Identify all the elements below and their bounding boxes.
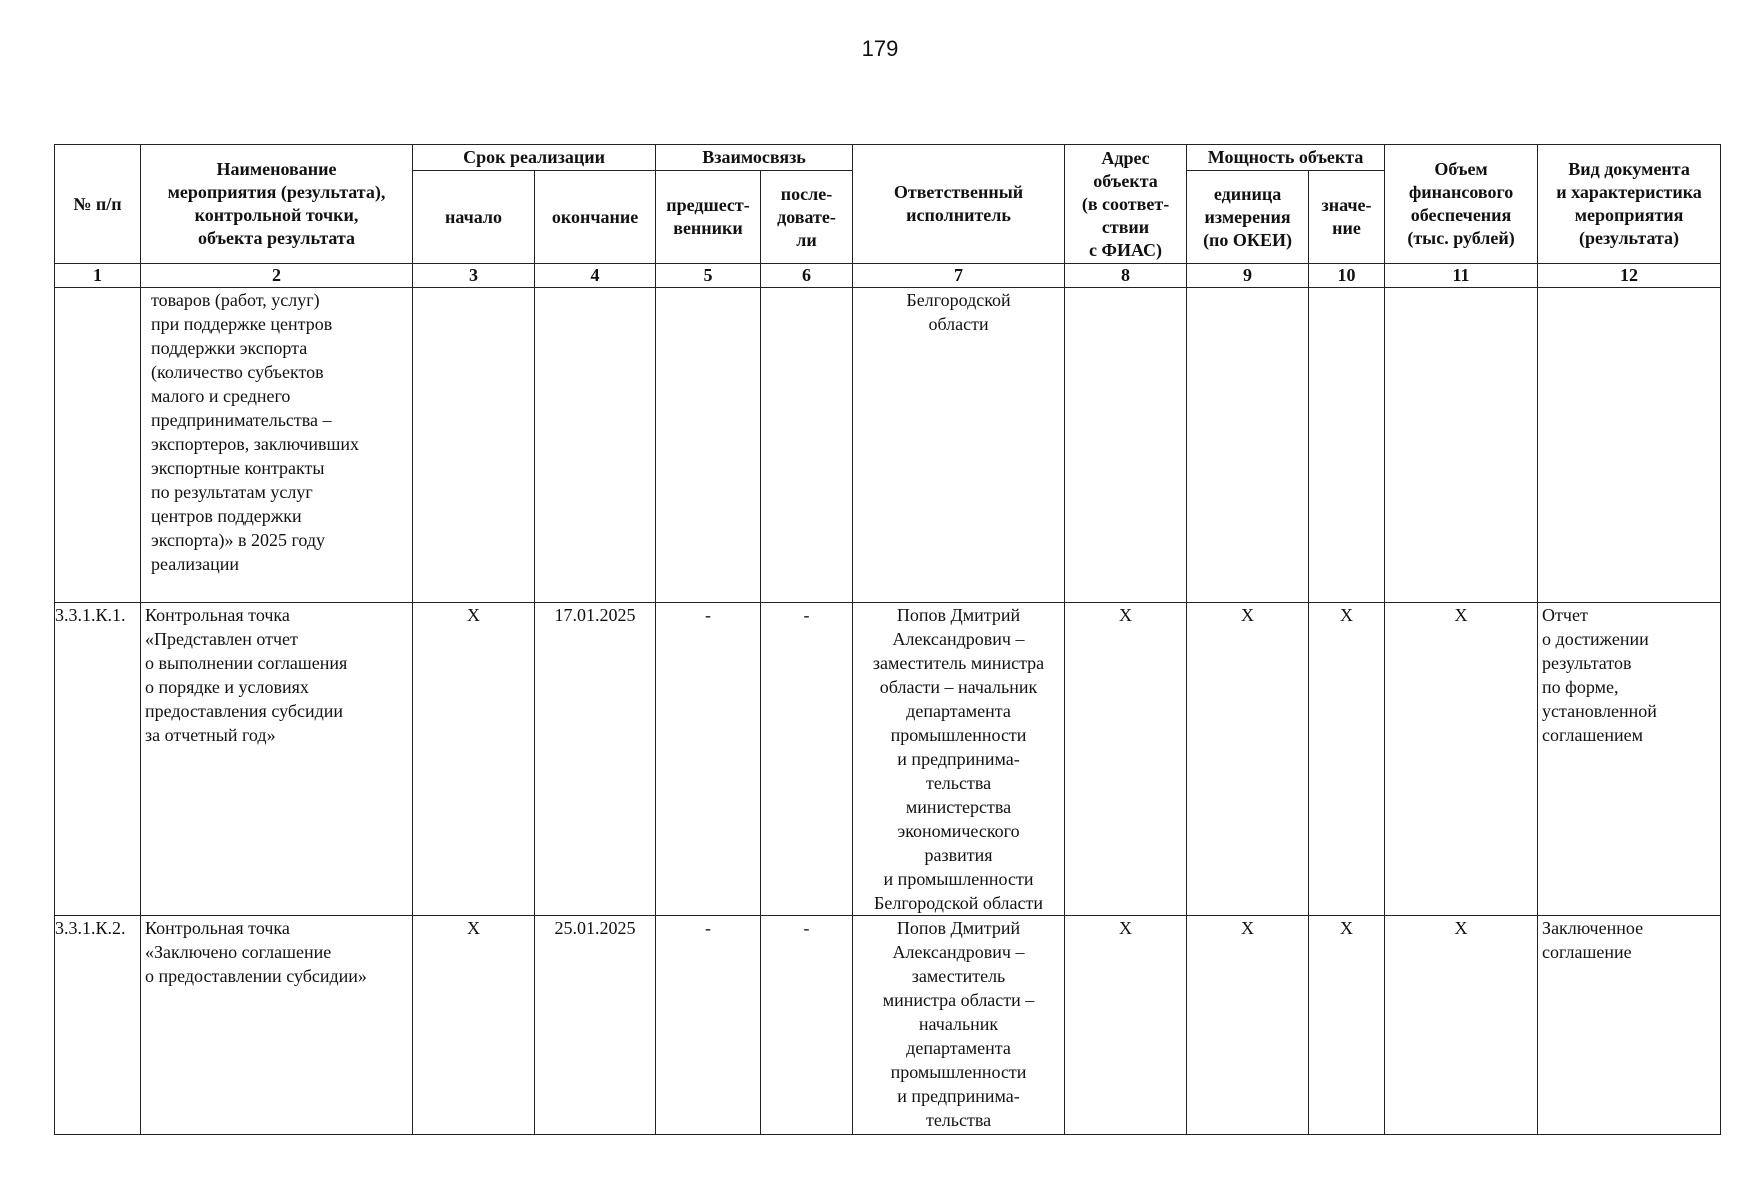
page-number: 179 [861, 36, 899, 61]
row-number [55, 288, 141, 603]
row-successors: - [761, 916, 853, 1135]
row-responsible: Попов Дмитрий Александрович – заместитель министра области – начальник департамента промышленности и предпринима- тельства министерства экономического развития и промышленности Белгородской области [853, 603, 1065, 916]
table-row [55, 603, 1721, 916]
header-link: Взаимосвязь [656, 145, 853, 171]
row-responsible: Белгородской области [853, 288, 1065, 603]
row-predecessors: - [656, 603, 761, 916]
row-value: X [1309, 916, 1385, 1135]
header-link-succ: после- довате- ли [761, 171, 853, 264]
row-responsible: Попов Дмитрий Александрович – заместитель министра области – начальник департамента промышленности и предпринима- тельства [853, 916, 1065, 1135]
column-number: 3 [413, 264, 535, 288]
row-address: X [1065, 916, 1187, 1135]
row-finance [1385, 288, 1538, 603]
column-number: 1 [55, 264, 141, 288]
header-link-pred: предшест- венники [656, 171, 761, 264]
column-number: 10 [1309, 264, 1385, 288]
row-doc [1538, 288, 1721, 603]
header-doc-type: Вид документа и характеристика мероприятия (результата) [1538, 145, 1721, 264]
row-start [413, 288, 535, 603]
row-end: 25.01.2025 [535, 916, 656, 1135]
row-predecessors: - [656, 916, 761, 1135]
row-name: Контрольная точка «Представлен отчет о выполнении соглашения о порядке и условиях предоставления субсидии за отчетный год» [141, 603, 413, 916]
column-number: 2 [141, 264, 413, 288]
column-number: 5 [656, 264, 761, 288]
row-finance: X [1385, 916, 1538, 1135]
table-row [55, 288, 1721, 603]
header-capacity-unit: единица измерения (по ОКЕИ) [1187, 171, 1309, 264]
header-num: № п/п [55, 145, 141, 264]
column-number: 9 [1187, 264, 1309, 288]
row-number: 3.3.1.К.1. [55, 603, 141, 916]
row-unit: X [1187, 603, 1309, 916]
row-successors [761, 288, 853, 603]
row-finance: X [1385, 603, 1538, 916]
row-end [535, 288, 656, 603]
row-start: X [413, 916, 535, 1135]
column-number: 11 [1385, 264, 1538, 288]
row-end: 17.01.2025 [535, 603, 656, 916]
header-address: Адрес объекта (в соответ- ствии с ФИАС) [1065, 145, 1187, 264]
row-successors: - [761, 603, 853, 916]
row-address: X [1065, 603, 1187, 916]
column-number: 6 [761, 264, 853, 288]
row-unit: X [1187, 916, 1309, 1135]
header-capacity-value: значе- ние [1309, 171, 1385, 264]
row-unit [1187, 288, 1309, 603]
header-name: Наименование мероприятия (результата), контрольной точки, объекта результата [141, 145, 413, 264]
header-term-end: окончание [535, 171, 656, 264]
header-responsible: Ответственный исполнитель [853, 145, 1065, 264]
column-number: 8 [1065, 264, 1187, 288]
row-value: X [1309, 603, 1385, 916]
header-row-1 [55, 145, 1721, 171]
row-value [1309, 288, 1385, 603]
header-finance: Объем финансового обеспечения (тыс. рублей) [1385, 145, 1538, 264]
column-number-row [55, 264, 1721, 288]
row-name: товаров (работ, услуг) при поддержке центров поддержки экспорта (количество субъектов малого и среднего предпринимательства – экспортеров, заключивших экспортные контракты по результатам услуг центров поддержки экспорта)» в 2025 году реализации [141, 288, 413, 603]
row-doc: Отчет о достижении результатов по форме, установленной соглашением [1538, 603, 1721, 916]
row-start: X [413, 603, 535, 916]
header-term-start: начало [413, 171, 535, 264]
header-term: Срок реализации [413, 145, 656, 171]
header-capacity: Мощность объекта [1187, 145, 1385, 171]
row-name: Контрольная точка «Заключено соглашение о предоставлении субсидии» [141, 916, 413, 1135]
column-number: 12 [1538, 264, 1721, 288]
row-number: 3.3.1.К.2. [55, 916, 141, 1135]
table-row [55, 916, 1721, 1135]
column-number: 7 [853, 264, 1065, 288]
row-address [1065, 288, 1187, 603]
row-doc: Заключенное соглашение [1538, 916, 1721, 1135]
plan-table [54, 144, 1721, 1135]
row-predecessors [656, 288, 761, 603]
column-number: 4 [535, 264, 656, 288]
